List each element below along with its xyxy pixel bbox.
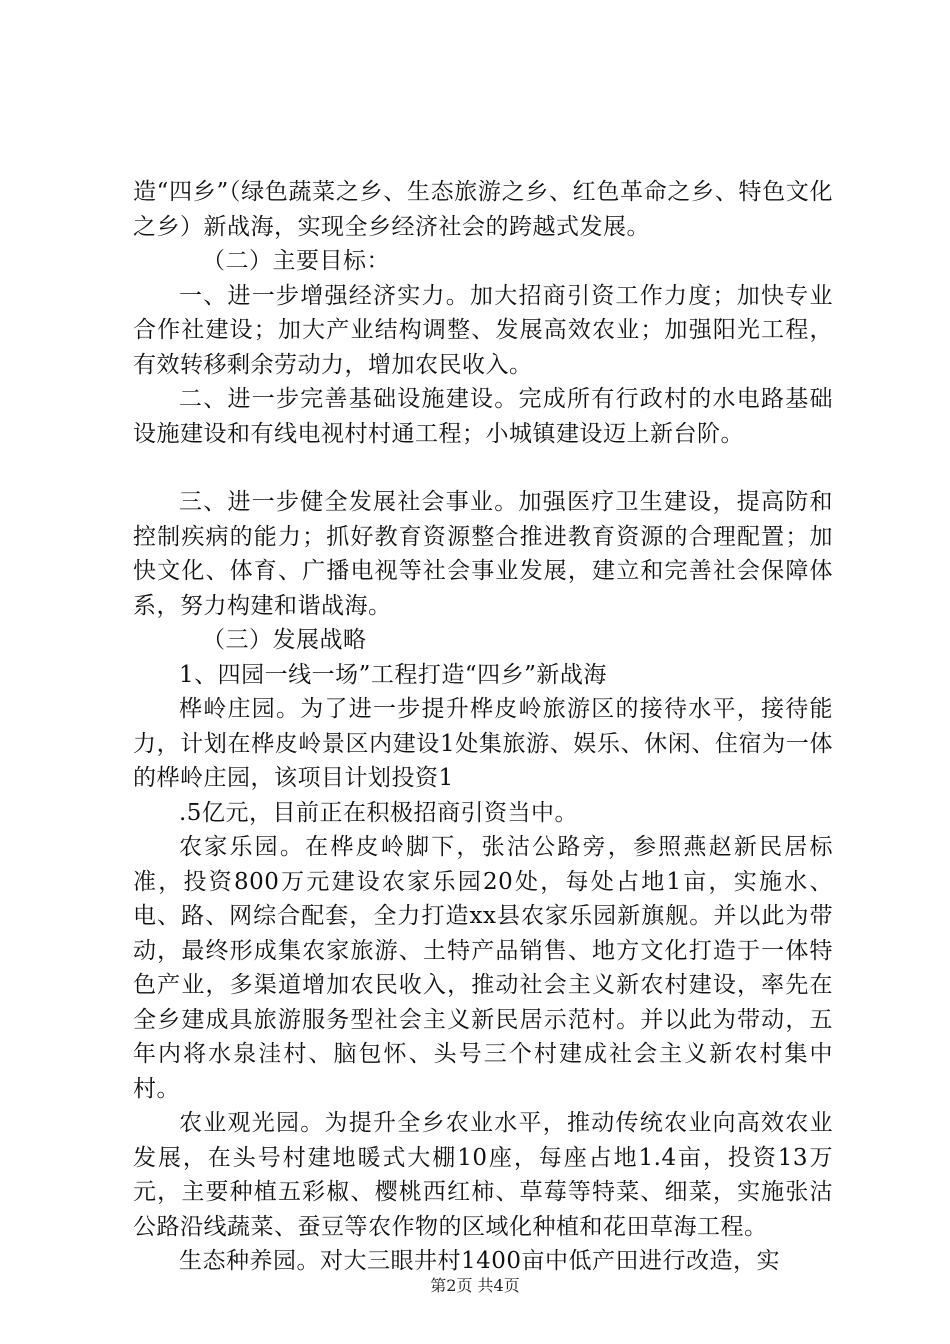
paragraph-farm-park: 农家乐园。在桦皮岭脚下，张沽公路旁，参照燕赵新民居标准，投资800万元建设农家乐园20处，每处占地1亩，实施水、电、路、网综合配套，全力打造xx县农家乐园新旗舰。并以此为带动，最终形成集农家旅游、土特产品销售、地方文化打造于一体特色产业，多渠道增加农民收入，推动社会主义新农村建设，率先在全乡建成具旅游服务型社会主义新民居示范村。并以此为带动，五年内将水泉洼村、脑包怀、头号三个村建成社会主义新农村集中村。 xyxy=(133,834,833,1102)
heading-development-strategy: （三）发展战略 xyxy=(202,627,367,653)
paragraph-hualing-manor: 桦岭庄园。为了进一步提升桦皮岭旅游区的接待水平，接待能力，计划在桦皮岭景区内建设1处集旅游、娱乐、休闲、住宿为一体的桦岭庄园，该项目计划投资1 xyxy=(133,696,833,791)
paragraph-sightseeing-park: 农业观光园。为提升全乡农业水平，推动传统农业向高效农业发展，在头号村建地暖式大棚10座，每座占地1.4亩，投资13万元，主要种植五彩椒、樱桃西红柿、草莓等特菜、细菜，实施张沽公路沿线蔬菜、蚕豆等农作物的区域化种植和花田草海工程。 xyxy=(133,1110,833,1240)
page-footer: 第2页 共4页 xyxy=(430,1276,520,1295)
document-body xyxy=(133,175,833,1279)
paragraph-goal-social: 三、进一步健全发展社会事业。加强医疗卫生建设，提高防和控制疾病的能力；抓好教育资源整合推进教育资源的合理配置；加快文化、体育、广播电视等社会事业发展，建立和完善社会保障体系，努力构建和谐战海。 xyxy=(133,489,833,619)
paragraph-eco-farming-park: 生态种养园。对大三眼井村1400亩中低产田进行改造，实 xyxy=(179,1248,781,1274)
paragraph-goal-economy: 一、进一步增强经济实力。加大招商引资工作力度；加快专业合作社建设；加大产业结构调整、发展高效农业；加强阳光工程，有效转移剩余劳动力，增加农民收入。 xyxy=(133,282,833,378)
paragraph-goal-infrastructure: 二、进一步完善基础设施建设。完成所有行政村的水电路基础设施建设和有线电视村村通工程；小城镇建设迈上新台阶。 xyxy=(133,386,833,447)
paragraph-intro-continued: 造“四乡”（绿色蔬菜之乡、生态旅游之乡、红色革命之乡、特色文化之乡）新战海，实现全乡经济社会的跨越式发展。 xyxy=(133,179,833,240)
heading-main-goals: （二）主要目标： xyxy=(202,248,390,274)
heading-strategy-item-1: 1、四园一线一场”工程打造“四乡”新战海 xyxy=(179,661,607,688)
paragraph-hualing-manor-continued: .5亿元，目前正在积极招商引资当中。 xyxy=(179,799,578,826)
